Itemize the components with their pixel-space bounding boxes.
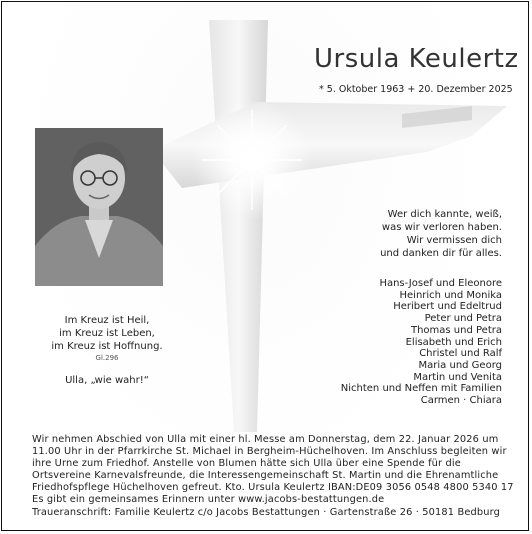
- portrait-image: [35, 128, 163, 286]
- memorial-verse-line: Wir vermissen dich: [406, 235, 502, 246]
- mourner-entry: Nichten und Neffen mit Familien: [340, 383, 502, 395]
- memorial-verse-line: Wer dich kannte, weiß,: [387, 209, 502, 220]
- notice-line: Wir nehmen Abschied von Ulla mit einer hl. Messe am Donnerstag, dem 22. Januar 2026 um: [32, 434, 499, 445]
- funeral-notice: [32, 434, 522, 519]
- mourner-entry: Elisabeth und Erich: [405, 336, 502, 348]
- mourners-list: [341, 278, 502, 407]
- notice-line: Traueranschrift: Familie Keulertz c/o Jacobs Bestattungen · Gartenstraße 26 · 50181 Bedburg: [32, 506, 500, 518]
- memorial-verse-line: was wir verloren haben.: [381, 222, 502, 233]
- memorial-verse-line: und danken dir für alles.: [380, 248, 502, 259]
- mourner-entry: Maria und Georg: [418, 359, 502, 371]
- notice-line: 11.00 Uhr in der Pfarrkirche St. Michael in Bergheim-Hüchelhoven. Im Anschluss begleiten wir: [32, 446, 507, 458]
- mourner-entry: Heribert und Edeltrud: [393, 301, 502, 313]
- hymn-reference: Gl.296: [95, 354, 119, 362]
- mourner-entry: Christel und Ralf: [419, 348, 502, 360]
- notice-line: Es gibt ein gemeinsames Erinnern unter www.jacobs-bestattungen.de: [32, 494, 385, 506]
- cross-verse: [42, 314, 172, 387]
- mourner-entry: Martin und Venita: [413, 371, 502, 383]
- mourner-entry: Peter und Petra: [424, 313, 502, 325]
- notice-line: Friedhofspflege Hüchelhoven gefreut. Kto. Ursula Keulertz IBAN:DE09 3056 0548 4800 5340 17: [32, 482, 514, 494]
- notice-line: Ortsvereine Karnevalsfreunde, die Interessengemeinschaft St. Martin und die Ehrenamtliche: [32, 470, 499, 482]
- notice-line: ihre Urne zum Friedhof. Anstelle von Blumen hätte sich Ulla über eine Spende für die: [32, 458, 461, 470]
- mourner-entry: Hans-Josef und Eleonore: [379, 278, 502, 289]
- mourner-entry: Thomas und Petra: [410, 324, 502, 336]
- cross-verse-line: im Kreuz ist Leben,: [59, 328, 155, 339]
- mourner-entry: Heinrich und Monika: [399, 289, 502, 301]
- memorial-verse: [380, 208, 502, 260]
- cross-verse-line: im Kreuz ist Hoffnung.: [51, 341, 163, 352]
- obituary-card: [1, 1, 529, 531]
- life-dates: * 5. Oktober 1963 + 20. Dezember 2025: [319, 84, 513, 95]
- deceased-name: Ursula Keulertz: [314, 44, 519, 74]
- personal-quote: Ulla, „wie wahr!“: [65, 375, 149, 386]
- mourner-entry: Carmen · Chiara: [420, 395, 502, 407]
- cross-verse-line: Im Kreuz ist Heil,: [64, 315, 150, 326]
- portrait-photo: [35, 128, 163, 286]
